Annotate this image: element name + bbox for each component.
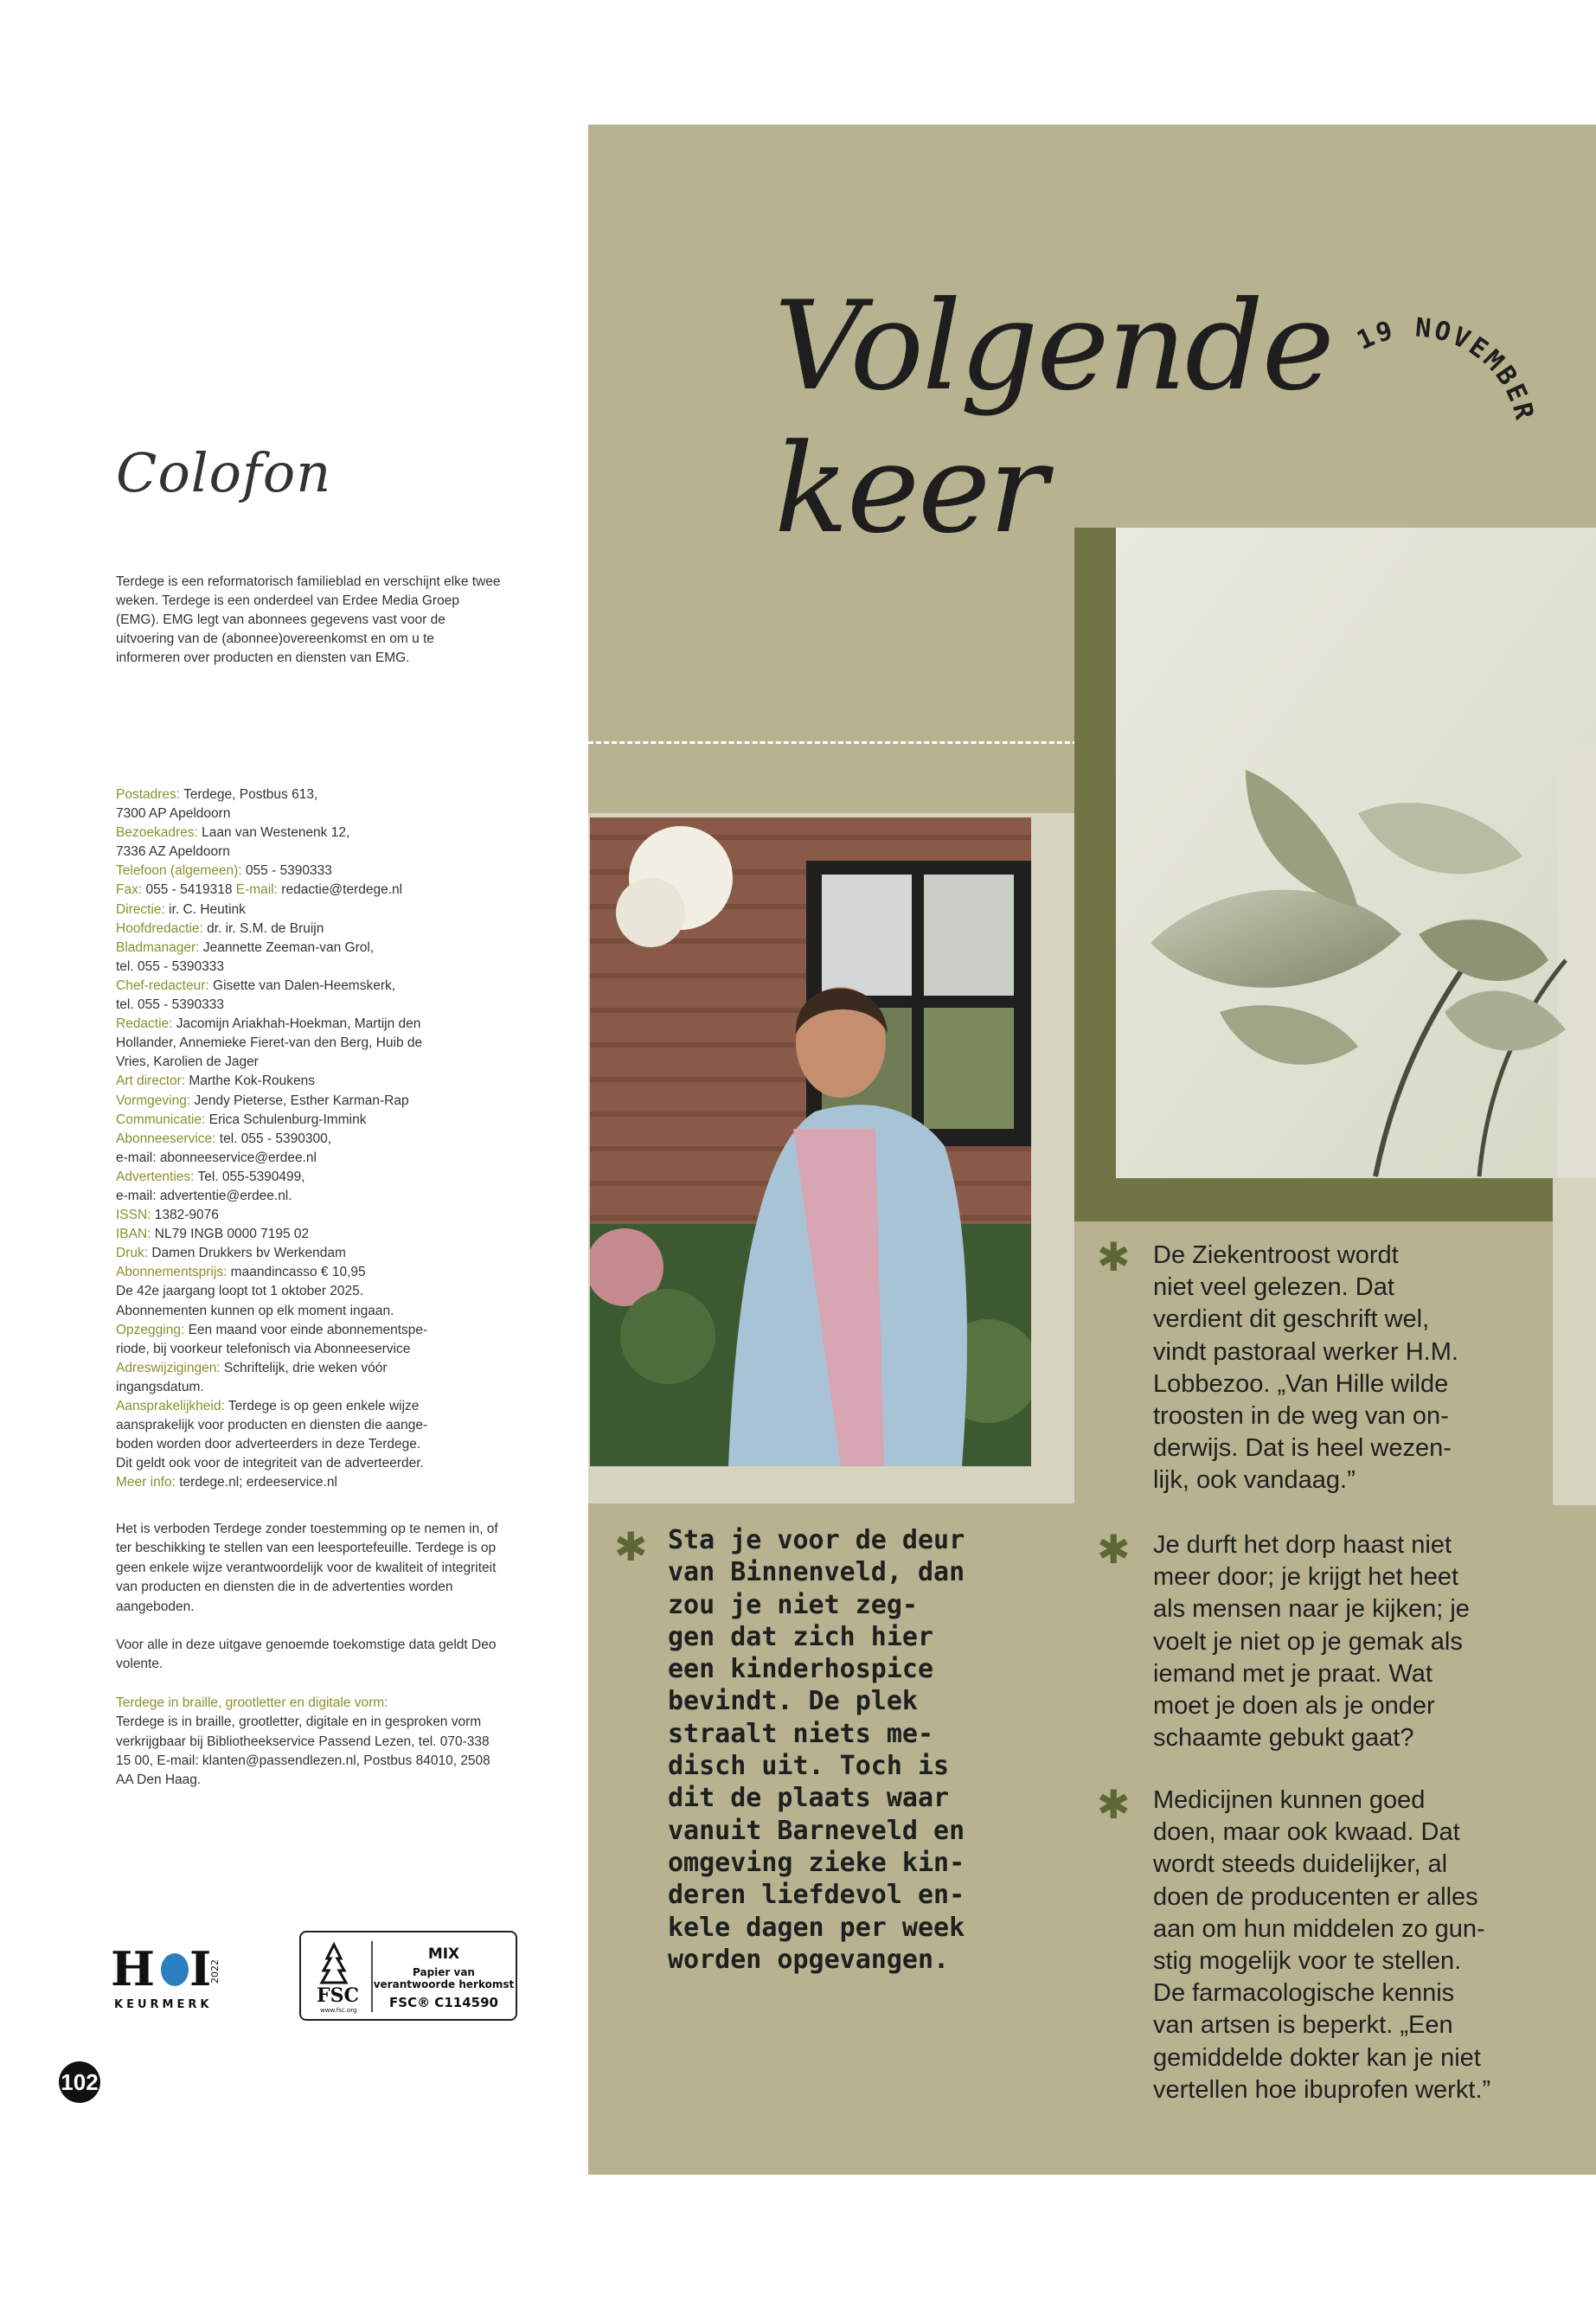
contact-value: Terdege, Postbus 613, — [180, 787, 318, 802]
contact-label: Redactie: — [116, 1016, 173, 1032]
contact-value: Jendy Pieterse, Esther Karman-Rap — [190, 1093, 409, 1108]
braille-label: Terdege in braille, grootletter en digitale vorm: — [116, 1695, 388, 1710]
contact-label: Druk: — [116, 1246, 149, 1261]
contact-value: tel. 055 - 5390333 — [116, 997, 224, 1013]
svg-text:www.fsc.org: www.fsc.org — [320, 2007, 357, 2014]
contact-label: Bladmanager: — [116, 939, 200, 955]
contact-value: e-mail: advertentie@erdee.nl. — [116, 1188, 292, 1203]
contact-value: Laan van Westenenk 12, — [197, 825, 350, 841]
contact-value: terdege.nl; erdeeservice.nl — [175, 1475, 337, 1490]
contact-value: Tel. 055-5390499, — [194, 1169, 305, 1184]
colofon-intro: Terdege is een reformatorisch familieblad en verschijnt elke twee weken. Terdege is een onderdeel van Erdee Media Groep (EMG). EMG legt van abonnees gegevens vast voor de uitvoering van de (abonnee)overeenkomst en om u te informeren over producten en diensten van EMG. — [116, 574, 501, 665]
hoi-keurmerk-logo — [109, 1942, 227, 2013]
braille-info — [116, 1694, 501, 1791]
contact-label: Chef-redacteur: — [116, 977, 209, 993]
contact-line — [116, 996, 501, 1015]
contact-label: Fax: — [116, 882, 143, 898]
plant-photo — [1116, 528, 1596, 1178]
contact-value: Erica Schulenburg-Immink — [205, 1112, 367, 1127]
contact-label: Postadres: — [116, 787, 181, 802]
portrait-photo — [590, 817, 1031, 1466]
contact-value: 1382-9076 — [151, 1208, 219, 1223]
issue-date-text: 19 NOVEMBER — [1352, 312, 1541, 426]
contact-line — [116, 1092, 501, 1111]
contact-label: IBAN: — [116, 1227, 151, 1242]
braille-text: Terdege is in braille, grootletter, digitale en in gesproken vorm verkrijgbaar bij Bibliotheekservice Passend Lezen, tel. 070-338 15 00, E-mail: klanten@passendlezen.nl, Postbus 84010, 2508 AA Den Haag. — [116, 1715, 490, 1788]
contact-line — [116, 1149, 501, 1168]
fsc-logo — [299, 1931, 517, 2021]
contact-value: 7336 AZ Apeldoorn — [116, 844, 230, 860]
svg-text:verantwoorde herkomst: verantwoorde herkomst — [373, 1978, 515, 1990]
contact-label: Aansprakelijkheid: — [116, 1399, 225, 1413]
contact-value: 055 - 5419318 — [142, 882, 236, 898]
contact-value: Hollander, Annemieke Fieret-van den Berg, Huib de — [116, 1035, 423, 1051]
contact-line — [116, 881, 501, 900]
contact-line — [116, 804, 501, 824]
contact-label: E-mail: — [235, 882, 278, 898]
contact-line — [116, 1187, 501, 1206]
contact-label: Hoofdredactie: — [116, 920, 203, 936]
contact-line — [116, 1435, 501, 1454]
svg-text:19 NOVEMBER 2024 — [1315, 221, 1542, 442]
contact-line — [116, 1244, 501, 1263]
contact-value: maandincasso € 10,95 — [227, 1265, 366, 1280]
contact-label: Meer info: — [116, 1475, 176, 1490]
contact-line — [116, 824, 501, 843]
preview-item: De Ziekentroost wordt niet veel gelezen. Dat verdient dit geschrift wel, vindt pastoraal werker H.M. Lobbezoo. „Van Hille wilde troosten in de weg van on- derwijs. Dat is heel wezen- lijk, ook vandaag.” — [1153, 1241, 1458, 1495]
contact-line — [116, 862, 501, 881]
contact-line — [116, 843, 501, 862]
contact-value: redactie@terdege.nl — [277, 882, 403, 898]
svg-text:I: I — [189, 1942, 212, 1997]
contact-line — [116, 1072, 501, 1091]
contact-value: e-mail: abonneeservice@erdee.nl — [116, 1150, 317, 1165]
contact-value: Gisette van Dalen-Heemskerk, — [208, 977, 396, 993]
asterisk-icon: ✱ — [614, 1524, 648, 1569]
contact-value: Jacomijn Ariakhah-Hoekman, Martijn den — [172, 1016, 421, 1032]
contact-value: Terdege is op geen enkele wijze — [224, 1399, 420, 1413]
svg-text:FSC® C114590: FSC® C114590 — [389, 1995, 498, 2010]
contact-value: Abonnementen kunnen op elk moment ingaan. — [116, 1303, 394, 1318]
contact-value: ingangsdatum. — [116, 1379, 204, 1394]
contact-label: Abonneeservice: — [116, 1131, 216, 1146]
contact-line — [116, 1111, 501, 1130]
legal-notice: Het is verboden Terdege zonder toestemming op te nemen in, of ter beschikking te stellen van een leesportefeuille. Terdege is op geen enkele wijze verantwoordelijk voor de kwaliteit of integriteit van producten en diensten die in de advertenties worden aangeboden. — [116, 1522, 498, 1614]
contact-line — [116, 901, 501, 920]
contact-line — [116, 1397, 501, 1416]
contact-label: Abonnementsprijs: — [116, 1265, 228, 1280]
contact-line — [116, 1225, 501, 1244]
contact-line — [116, 1359, 501, 1378]
contact-label: Advertenties: — [116, 1169, 195, 1184]
preview-item: Medicijnen kunnen goed doen, maar ook kwaad. Dat wordt steeds duidelijker, al doen de producenten er alles aan om hun middelen zo gun- stig mogelijk voor te stellen. De farmacologische kennis van artsen is beperkt. „Een gemiddelde dokter kan je niet vertellen hoe ibuprofen werkt.” — [1153, 1786, 1491, 2104]
contact-value: tel. 055 - 5390333 — [116, 958, 224, 974]
contact-label: Directie: — [116, 901, 165, 917]
contact-value: boden worden door adverteerders in deze Terdege. — [116, 1437, 421, 1452]
contact-value: 055 - 5390333 — [241, 863, 332, 879]
contact-line — [116, 1302, 501, 1321]
contact-line — [116, 958, 501, 977]
next-issue-title: Volgende keer — [774, 275, 1333, 561]
contact-line — [116, 1034, 501, 1053]
contact-line — [116, 939, 501, 958]
contact-line — [116, 1206, 501, 1225]
contact-line — [116, 1053, 501, 1072]
preview-item: Je durft het dorp haast niet meer door; je krijgt het heet als mensen naar je kijken; je voelt je niet op je gemak als iemand met je praat. Wat moet je doen als je onder schaamte gebukt gaat? — [1153, 1531, 1470, 1753]
contact-label: Adreswijzigingen: — [116, 1360, 221, 1375]
contact-label: Telefoon (algemeen): — [116, 863, 242, 879]
contact-value: NL79 INGB 0000 7195 02 — [151, 1227, 310, 1242]
svg-text:FSC: FSC — [317, 1984, 360, 2007]
contact-line — [116, 785, 501, 804]
asterisk-icon: ✱ — [1097, 1527, 1131, 1572]
contact-label: Art director: — [116, 1074, 186, 1089]
contact-label: Communicatie: — [116, 1112, 206, 1127]
dashed-divider — [588, 741, 1109, 744]
svg-text:Papier van: Papier van — [413, 1966, 475, 1978]
contact-line — [116, 1321, 501, 1340]
asterisk-icon: ✱ — [1097, 1782, 1131, 1827]
contact-line — [116, 1130, 501, 1149]
contact-value: dr. ir. S.M. de Bruijn — [202, 920, 324, 936]
issue-date-arc — [1315, 221, 1592, 497]
contact-value: tel. 055 - 5390300, — [215, 1131, 332, 1146]
contact-line — [116, 1416, 501, 1435]
contact-label: Bezoekadres: — [116, 825, 198, 841]
contact-value: Damen Drukkers bv Werkendam — [148, 1246, 346, 1261]
contact-line — [116, 1168, 501, 1187]
asterisk-icon: ✱ — [1097, 1234, 1131, 1279]
contact-value: Vries, Karolien de Jager — [116, 1054, 259, 1070]
contact-line — [116, 1454, 501, 1473]
svg-text:KEURMERK: KEURMERK — [114, 1998, 213, 2011]
contact-label: ISSN: — [116, 1208, 151, 1223]
contact-line — [116, 1473, 501, 1492]
contact-line — [116, 920, 501, 939]
contact-value: 7300 AP Apeldoorn — [116, 806, 231, 822]
contact-line — [116, 977, 501, 996]
colofon-contacts — [116, 785, 501, 1492]
contact-line — [116, 1340, 501, 1359]
contact-value: Dit geldt ook voor de integriteit van de adverteerder. — [116, 1456, 424, 1471]
contact-value: De 42e jaargang loopt tot 1 oktober 2025. — [116, 1284, 364, 1299]
svg-text:H: H — [111, 1942, 156, 1997]
contact-line — [116, 1282, 501, 1301]
contact-value: Een maand voor einde abonnementspe- — [184, 1322, 428, 1337]
contact-line — [116, 1263, 501, 1282]
contact-value: Schriftelijk, drie weken vóór — [220, 1360, 388, 1375]
contact-value: Jeannette Zeeman-van Grol, — [199, 939, 375, 955]
contact-label: Vormgeving: — [116, 1093, 191, 1108]
svg-text:2022: 2022 — [209, 1959, 221, 1984]
contact-value: Marthe Kok-Roukens — [185, 1074, 316, 1089]
deo-volente-notice: Voor alle in deze uitgave genoemde toekomstige data geldt Deo volente. — [116, 1638, 497, 1672]
contact-value: riode, bij voorkeur telefonisch via Abonneeservice — [116, 1341, 411, 1356]
contact-value: ir. C. Heutink — [164, 901, 246, 917]
svg-text:MIX: MIX — [427, 1945, 460, 1963]
contact-line — [116, 1015, 501, 1034]
contact-value: aansprakelijk voor producten en diensten die aange- — [116, 1418, 428, 1433]
page-number: 102 — [59, 2061, 100, 2103]
pull-quote: Sta je voor de deur van Binnenveld, dan zou je niet zeg- gen dat zich hier een kinderhospice bevindt. De plek straalt niets me- disch uit. Toch is dit de plaats waar vanuit Barneveld en omgeving zieke kin- deren liefdevol en- kele dagen per week worden opgevangen. — [668, 1525, 965, 1975]
colofon-legal — [116, 1520, 501, 1810]
contact-label: Opzegging: — [116, 1322, 185, 1337]
contact-line — [116, 1378, 501, 1397]
colofon-title: Colofon — [116, 441, 332, 504]
